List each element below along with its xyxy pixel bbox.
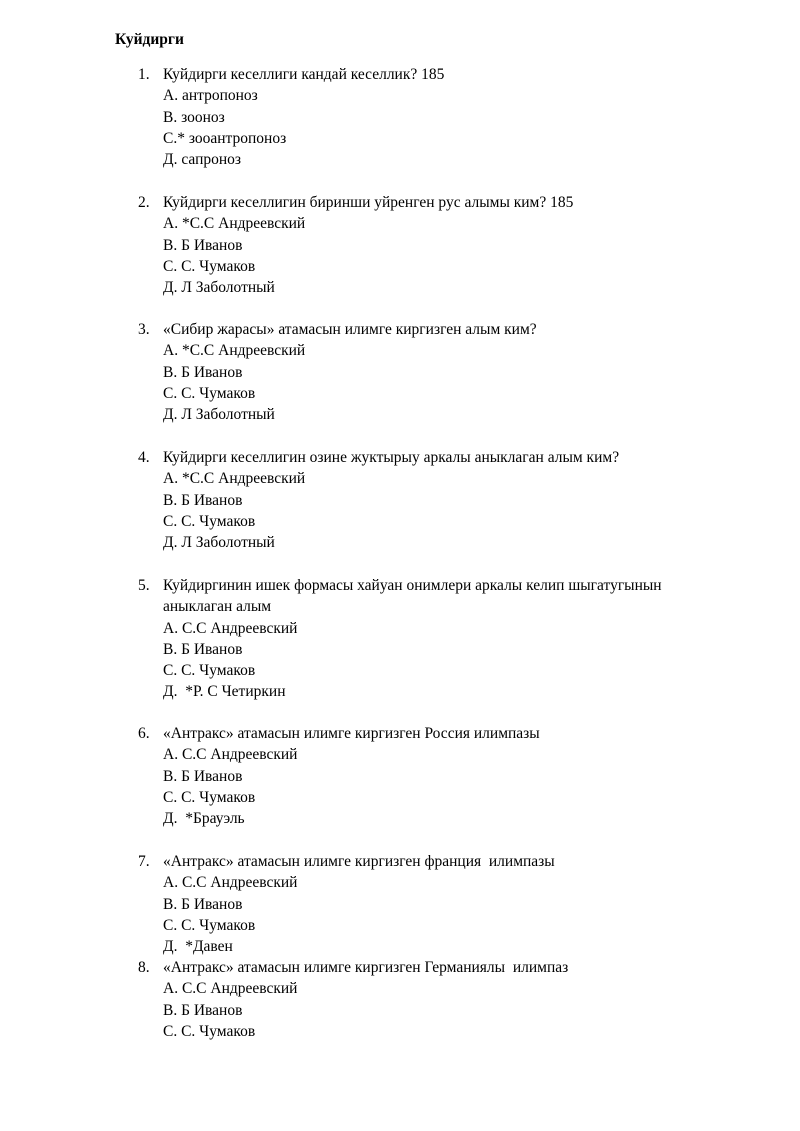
answer-option: C. С. Чумаков	[163, 384, 256, 402]
question-body	[163, 575, 723, 703]
answer-option: Д. *Брауэль	[163, 810, 245, 828]
answer-option: B. зооноз	[163, 108, 225, 126]
answer-option: B. Б Иванов	[163, 767, 243, 785]
answer-option: C. С. Чумаков	[163, 1022, 256, 1040]
answer-option: A. антропоноз	[163, 87, 258, 105]
answer-option: B. Б Иванов	[163, 895, 243, 913]
answer-option: Д. Л Заболотный	[163, 406, 275, 424]
answer-option: C.* зооантропоноз	[163, 129, 287, 147]
answer-option: Д. сапроноз	[163, 151, 242, 169]
question-body	[163, 957, 723, 1042]
answer-option: B. Б Иванов	[163, 236, 243, 254]
question-number: 4.	[138, 449, 150, 466]
answer-option: Д. *Давен	[163, 938, 233, 956]
question-number: 8.	[138, 959, 150, 976]
answer-option: B. Б Иванов	[163, 363, 243, 381]
question-text: «Антракс» атамасын илимге киргизген Германиялы илимпаз	[163, 959, 569, 976]
question-text: Куйдирги кеселлиги кандай кеселлик? 185	[163, 66, 445, 83]
answer-option: B. Б Иванов	[163, 640, 243, 658]
question-number: 3.	[138, 321, 150, 338]
question-body	[163, 64, 723, 170]
question-text: «Антракс» атамасын илимге киргизген франция илимпазы	[163, 853, 555, 870]
answer-option: A. С.С Андреевский	[163, 980, 298, 998]
answer-option: C. С. Чумаков	[163, 788, 256, 806]
question-body	[163, 723, 723, 829]
answer-option: B. Б Иванов	[163, 491, 243, 509]
answer-option: A. *С.С Андреевский	[163, 470, 306, 488]
answer-option: C. С. Чумаков	[163, 662, 256, 680]
question-number: 2.	[138, 194, 150, 211]
question-text: Куйдирги кеселлигин озине жуктырыу аркалы аныклаган алым ким?	[163, 449, 620, 466]
question-number: 5.	[138, 577, 150, 594]
answer-option: A. *С.С Андреевский	[163, 342, 306, 360]
question-text: Куйдирги кеселлигин биринши уйренген рус алымы ким? 185	[163, 194, 574, 211]
document-title: Куйдирги	[115, 31, 184, 48]
question-number: 6.	[138, 725, 150, 742]
answer-option: C. С. Чумаков	[163, 257, 256, 275]
answer-option: Д. Л Заболотный	[163, 279, 275, 297]
question-number: 1.	[138, 66, 150, 83]
question-body	[163, 851, 723, 957]
answer-option: A. С.С Андреевский	[163, 746, 298, 764]
answer-option: C. С. Чумаков	[163, 916, 256, 934]
question-text: «Антракс» атамасын илимге киргизген Россия илимпазы	[163, 725, 540, 742]
question-text: «Сибир жарасы» атамасын илимге киргизген алым ким?	[163, 321, 537, 338]
question-body	[163, 192, 723, 298]
answer-option: A. *С.С Андреевский	[163, 215, 306, 233]
question-text: Куйдиргинин ишек формасы хайуан онимлери аркалы келип шыгатугынын аныклаган алым	[163, 577, 666, 616]
question-number: 7.	[138, 853, 150, 870]
answer-option: Д. *Р. С Четиркин	[163, 683, 286, 701]
answer-option: C. С. Чумаков	[163, 512, 256, 530]
question-body	[163, 319, 723, 425]
answer-option: Д. Л Заболотный	[163, 534, 275, 552]
answer-option: B. Б Иванов	[163, 1001, 243, 1019]
question-body	[163, 447, 723, 553]
answer-option: A. С.С Андреевский	[163, 619, 298, 637]
answer-option: A. С.С Андреевский	[163, 874, 298, 892]
